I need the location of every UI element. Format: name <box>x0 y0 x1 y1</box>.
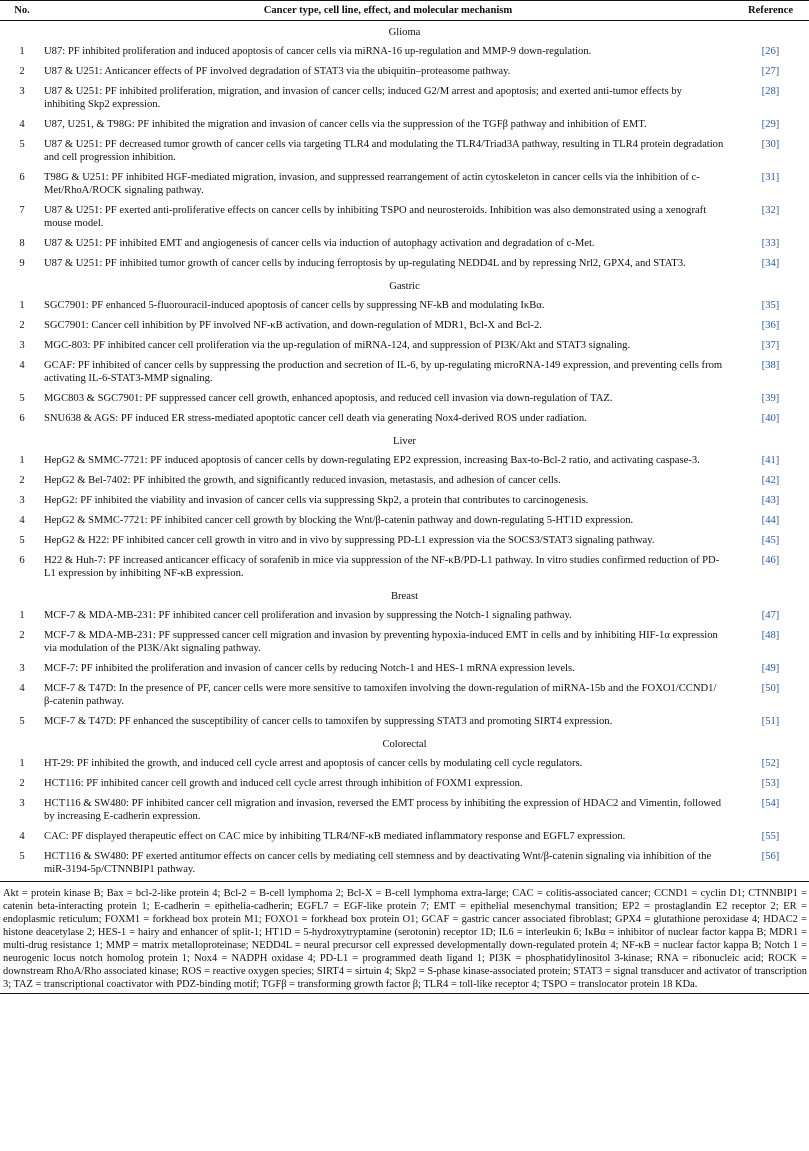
row-description: HepG2 & SMMC-7721: PF inhibited cancer cell growth by blocking the Wnt/β-catenin pathway and down-regulating 5-HT1D expression. <box>44 515 634 526</box>
table-row <box>0 116 809 136</box>
section-row <box>0 585 809 607</box>
row-description: SGC7901: Cancer cell inhibition by PF involved NF-κB activation, and down-regulation of MDR1, Bcl-X and Bcl-2. <box>44 320 542 331</box>
reference-link[interactable]: [33] <box>761 238 780 249</box>
section-row <box>0 430 809 452</box>
section-title: Glioma <box>388 27 421 38</box>
reference-link[interactable]: [47] <box>761 610 780 621</box>
table-row <box>0 713 809 733</box>
header-reference: Reference <box>732 1 809 21</box>
table-row <box>0 410 809 430</box>
reference-link[interactable]: [39] <box>761 393 780 404</box>
table-row <box>0 607 809 627</box>
row-number: 3 <box>19 495 25 506</box>
row-description: MGC-803: PF inhibited cancer cell proliferation via the up-regulation of miRNA-124, and suppression of PI3K/Akt and STAT3 signaling. <box>44 340 631 351</box>
row-number: 5 <box>0 848 44 882</box>
row-description: SGC7901: PF enhanced 5-fluorouracil-induced apoptosis of cancer cells by suppressing NF-kB and modulating IκBα. <box>44 300 545 311</box>
row-description: U87: PF inhibited proliferation and induced apoptosis of cancer cells via miRNA-16 up-regulation and MMP-9 down-regulation. <box>44 46 592 57</box>
row-number: 2 <box>19 630 25 641</box>
table-row <box>0 755 809 775</box>
reference-link[interactable]: [26] <box>761 46 780 57</box>
row-number: 6 <box>19 413 25 424</box>
row-description: HCT116 & SW480: PF inhibited cancer cell migration and invasion, reversed the EMT process by inhibiting the expression of HDAC2 and Vimentin, followed by increasing E-cadherin expression. <box>44 798 722 822</box>
table-row <box>0 390 809 410</box>
table-row <box>0 169 809 202</box>
header-no: No. <box>0 1 44 21</box>
row-number: 2 <box>19 778 25 789</box>
row-number: 1 <box>19 610 25 621</box>
reference-link[interactable]: [50] <box>761 683 780 694</box>
row-number: 7 <box>19 205 25 216</box>
reference-link[interactable]: [44] <box>761 515 780 526</box>
table-row <box>0 532 809 552</box>
table-row <box>0 627 809 660</box>
abbreviations-footnote: Akt = protein kinase B; Bax = bcl-2-like protein 4; Bcl-2 = B-cell lymphoma 2; Bcl-X = B-cell lymphoma extra-large; CAC = colitis-associated cancer; CCND1 = cyclin D1; CTNNBIP1 = catenin beta-interacting protein 1; E-cadherin = epithelia-cadherin; EGFL7 = EGF-like protein 7; EMT = epithelial mesenchymal transition; EP2 = prostaglandin E2 receptor 2; ER = endoplasmic reticulum; FOXM1 = forkhead box protein M1; FOXO1 = forkhead box protein O1; GCAF = gastric cancer associated fibroblast; GPX4 = glutathione peroxidase 4; HDAC2 = histone deacetylase 2; HES-1 = hairy and enhancer of split-1; HT1D = 5-hydroxytryptamine (serotonin) receptor 1D; IL6 = interleukin 6; IκBα = inhibitor of nuclear factor kappa B; MDR1 = multi-drug resistance 1; MMP = matrix metalloproteinase; NEDD4L = neural precursor cell expressed developmentally down-regulated protein 4; NF-κB = nuclear factor kappa B; Notch 1 = neurogenic locus notch homolog protein 1; Nox4 = NADPH oxidase 4; PD-L1 = programmed death ligand 1; PI3K = phosphatidylinositol 3-kinase; RNA = ribonucleic acid; ROCK = downstream RhoA/Rho associated kinase; ROS = reactive oxygen species; SIRT4 = sirtuin 4; Skp2 = S-phase kinase-associated protein; STAT3 = signal transducer and activator of transcription 3; TAZ = transcriptional coactivator with PDZ-binding motif; TGFβ = transforming growth factor β; TLR4 = toll-like receptor 4; TSPO = translocator protein 18 KDa. <box>3 888 807 990</box>
table-header <box>0 1 809 21</box>
table-row <box>0 552 809 585</box>
reference-link[interactable]: [32] <box>761 205 780 216</box>
table-row <box>0 828 809 848</box>
row-number: 4 <box>19 360 25 371</box>
table-row <box>0 297 809 317</box>
reference-link[interactable]: [48] <box>761 630 780 641</box>
table-row <box>0 43 809 63</box>
row-description: U87 & U251: Anticancer effects of PF involved degradation of STAT3 via the ubiquitin–proteasome pathway. <box>44 66 511 77</box>
row-number: 3 <box>19 663 25 674</box>
row-description: MCF-7 & T47D: In the presence of PF, cancer cells were more sensitive to tamoxifen involving the down-regulation of miRNA-15b and the FOXO1/CCND1/β-catenin pathway. <box>44 683 717 707</box>
table-row <box>0 317 809 337</box>
row-number: 1 <box>19 46 25 57</box>
table-row <box>0 452 809 472</box>
reference-link[interactable]: [38] <box>761 360 780 371</box>
table-row <box>0 337 809 357</box>
row-description: U87 & U251: PF exerted anti-proliferative effects on cancer cells by inhibiting TSPO and neurosteroids. Inhibition was also demonstrated using a xenograft mouse model. <box>44 205 707 229</box>
reference-link[interactable]: [40] <box>761 413 780 424</box>
row-number: 2 <box>19 475 25 486</box>
row-description: MCF-7 & MDA-MB-231: PF suppressed cancer cell migration and invasion by preventing hypoxia-induced EMT in cells and by inhibiting HIF-1α expression via modulation of the PI3K/Akt signaling pathway. <box>44 630 718 654</box>
footnote-rule <box>0 991 809 994</box>
reference-link[interactable]: [27] <box>761 66 780 77</box>
section-title: Colorectal <box>382 739 427 750</box>
table-row <box>0 255 809 275</box>
table-row <box>0 660 809 680</box>
section-title: Liver <box>393 436 416 447</box>
table-row <box>0 63 809 83</box>
reference-link[interactable]: [54] <box>761 798 780 809</box>
table-row <box>0 83 809 116</box>
reference-link[interactable]: [28] <box>761 86 780 97</box>
reference-link[interactable]: [49] <box>761 663 780 674</box>
row-number: 4 <box>19 683 25 694</box>
row-description: HepG2 & SMMC-7721: PF induced apoptosis of cancer cells by down-regulating EP2 expression, increasing Bax-to-Bcl-2 ratio, and activating caspase-3. <box>44 455 700 466</box>
reference-link[interactable]: [45] <box>761 535 780 546</box>
row-number: 5 <box>19 393 25 404</box>
row-description: HT-29: PF inhibited the growth, and induced cell cycle arrest and apoptosis of cancer cells by modulating cell cycle regulators. <box>44 758 583 769</box>
header-description: Cancer type, cell line, effect, and molecular mechanism <box>44 1 732 21</box>
row-number: 1 <box>19 455 25 466</box>
reference-link[interactable]: [46] <box>761 555 780 566</box>
row-description: H22 & Huh-7: PF increased anticancer efficacy of sorafenib in mice via suppression of the NF-κB/PD-L1 pathway. In vitro studies confirmed reduction of PD-L1 expression by inhibiting NF-κB expression. <box>44 555 720 579</box>
row-description: MCF-7: PF inhibited the proliferation and invasion of cancer cells by reducing Notch-1 and HES-1 mRNA expression levels. <box>44 663 575 674</box>
table-row <box>0 795 809 828</box>
section-title: Breast <box>390 591 419 602</box>
row-description: U87, U251, & T98G: PF inhibited the migration and invasion of cancer cells via the suppression of the TGFβ pathway and inhibition of EMT. <box>44 119 647 130</box>
row-description: MCF-7 & MDA-MB-231: PF inhibited cancer cell proliferation and invasion by suppressing the Notch-1 signaling pathway. <box>44 610 572 621</box>
reference-link[interactable]: [52] <box>761 758 780 769</box>
row-description: CAC: PF displayed therapeutic effect on CAC mice by inhibiting TLR4/NF-κB mediated inflammatory response and EGFL7 expression. <box>44 831 626 842</box>
row-description: U87 & U251: PF inhibited tumor growth of cancer cells by inducing ferroptosis by up-regulating NEDD4L and by repressing Nrl2, GPX4, and STAT3. <box>44 258 686 269</box>
reference-link[interactable]: [42] <box>761 475 780 486</box>
reference-link[interactable]: [41] <box>761 455 780 466</box>
row-number: 3 <box>19 340 25 351</box>
reference-link[interactable]: [43] <box>761 495 780 506</box>
table-row <box>0 848 809 882</box>
section-title: Gastric <box>389 281 420 292</box>
row-description: HCT116: PF inhibited cancer cell growth and induced cell cycle arrest through inhibition of FOXM1 expression. <box>44 778 523 789</box>
row-number: 5 <box>19 535 25 546</box>
row-number: 3 <box>19 86 25 97</box>
row-number: 5 <box>19 716 25 727</box>
section-row <box>0 275 809 297</box>
row-number: 1 <box>19 300 25 311</box>
row-number: 2 <box>19 320 25 331</box>
row-description: U87 & U251: PF inhibited EMT and angiogenesis of cancer cells via induction of autophagy activation and degradation of c-Met. <box>44 238 595 249</box>
reference-link[interactable]: [34] <box>761 258 780 269</box>
row-description: MCF-7 & T47D: PF enhanced the susceptibility of cancer cells to tamoxifen by suppressing STAT3 and promoting SIRT4 expression. <box>44 716 613 727</box>
table-row <box>0 680 809 713</box>
reference-link[interactable]: [37] <box>761 340 780 351</box>
row-number: 8 <box>19 238 25 249</box>
table-body <box>0 21 809 882</box>
row-number: 1 <box>19 758 25 769</box>
reference-link[interactable]: [29] <box>761 119 780 130</box>
reference-link[interactable]: [53] <box>761 778 780 789</box>
row-number: 6 <box>19 172 25 183</box>
reference-link[interactable]: [35] <box>761 300 780 311</box>
reference-link[interactable]: [31] <box>761 172 780 183</box>
section-row <box>0 733 809 755</box>
table-row <box>0 235 809 255</box>
row-description: U87 & U251: PF decreased tumor growth of cancer cells via targeting TLR4 and modulating the TLR4/Triad3A pathway, resulting in TLR4 protein degradation and cell progression inhibition. <box>44 139 724 163</box>
table-row <box>0 472 809 492</box>
row-number: 5 <box>19 139 25 150</box>
row-description: U87 & U251: PF inhibited proliferation, migration, and invasion of cancer cells; induced G2/M arrest and apoptosis; and exerted anti-tumor effects by inhibiting Skp2 expression. <box>44 86 682 110</box>
row-number: 9 <box>19 258 25 269</box>
table-row <box>0 775 809 795</box>
table-row <box>0 202 809 235</box>
reference-link[interactable]: [55] <box>761 831 780 842</box>
table-row <box>0 512 809 532</box>
row-description: HepG2 & H22: PF inhibited cancer cell growth in vitro and in vivo by suppressing PD-L1 expression via the SOCS3/STAT3 signaling pathway. <box>44 535 655 546</box>
row-description: HepG2 & Bel-7402: PF inhibited the growth, and significantly reduced invasion, metastasis, and adhesion of cancer cells. <box>44 475 561 486</box>
reference-link[interactable]: [30] <box>761 139 780 150</box>
row-description: HCT116 & SW480: PF exerted antitumor effects on cancer cells by mediating cell stemness and by deactivating Wnt/β-catenin signaling via inhibition of the miR-3194-5p/CTNNBIP1 pathway. <box>44 848 732 882</box>
section-row <box>0 21 809 44</box>
table-row <box>0 357 809 390</box>
row-description: GCAF: PF inhibited of cancer cells by suppressing the production and secretion of IL-6, by up-regulating microRNA-149 expression, and preventing cells from activating IL-6-STAT3-MMP signaling. <box>44 360 723 384</box>
row-description: MGC803 & SGC7901: PF suppressed cancer cell growth, enhanced apoptosis, and reduced cell invasion via down-regulation of TAZ. <box>44 393 613 404</box>
row-description: HepG2: PF inhibited the viability and invasion of cancer cells via suppressing Skp2, a protein that contributes to carcinogenesis. <box>44 495 589 506</box>
row-number: 2 <box>19 66 25 77</box>
row-number: 4 <box>19 515 25 526</box>
table-row <box>0 492 809 512</box>
reference-link[interactable]: [36] <box>761 320 780 331</box>
reference-link[interactable]: [56] <box>732 848 809 882</box>
row-number: 4 <box>19 119 25 130</box>
row-number: 3 <box>19 798 25 809</box>
row-number: 4 <box>19 831 25 842</box>
row-description: SNU638 & AGS: PF induced ER stress-mediated apoptotic cancer cell death via generating Nox4-derived ROS under radiation. <box>44 413 587 424</box>
table-row <box>0 136 809 169</box>
reference-link[interactable]: [51] <box>761 716 780 727</box>
row-description: T98G & U251: PF inhibited HGF-mediated migration, invasion, and suppressed rearrangement of actin cytoskeleton in cancer cells via the inhibition of c-Met/RhoA/ROCK signaling pathway. <box>44 172 700 196</box>
row-number: 6 <box>19 555 25 566</box>
